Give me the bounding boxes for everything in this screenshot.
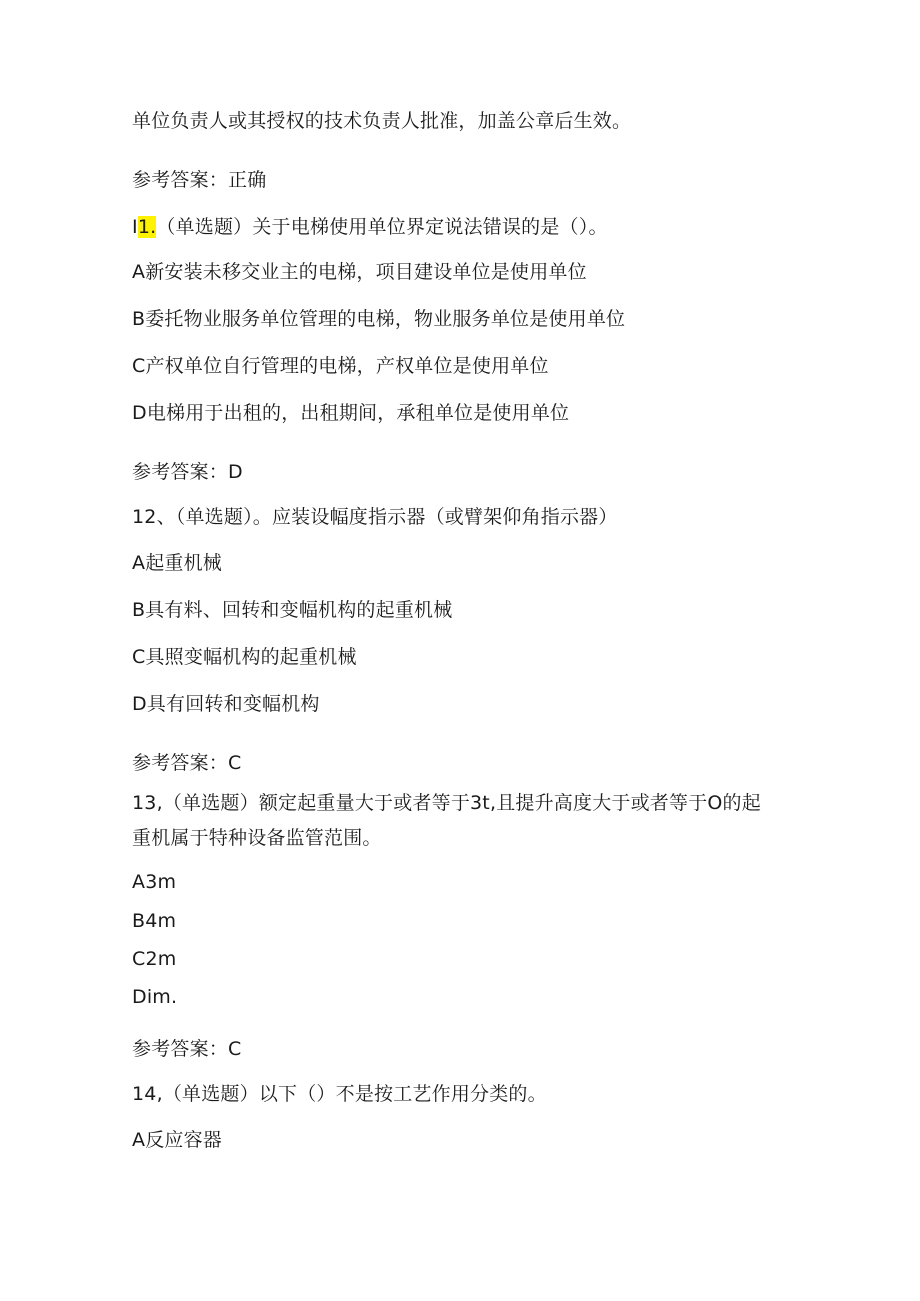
option-c: C具照变幅机构的起重机械	[132, 646, 357, 668]
option-b: B具有料、回转和变幅机构的起重机械	[132, 599, 453, 621]
option-d: D具有回转和变幅机构	[132, 693, 320, 715]
option-a: A3m	[132, 871, 177, 893]
answer-line: 参考答案：正确	[132, 169, 267, 191]
option-a: A反应容器	[132, 1129, 222, 1151]
highlighted-number: 1.	[137, 216, 157, 238]
answer-line: 参考答案：C	[132, 752, 242, 774]
text-line: 单位负责人或其授权的技术负责人批准，加盖公章后生效。	[132, 110, 632, 132]
option-b: B4m	[132, 910, 177, 932]
option-d: D电梯用于出租的，出租期间，承租单位是使用单位	[132, 402, 570, 424]
option-c: C产权单位自行管理的电梯，产权单位是使用单位	[132, 355, 549, 377]
option-a: A起重机械	[132, 552, 222, 574]
option-a: A新安装未移交业主的电梯，项目建设单位是使用单位	[132, 261, 587, 283]
question-13-title: 13,（单选题）额定起重量大于或者等于3t,且提升高度大于或者等于O的起	[132, 792, 761, 814]
question-11-title	[132, 215, 608, 239]
question-12-title: 12、（单选题）。应装设幅度指示器（或臂架仰角指示器）	[132, 506, 618, 528]
option-b: B委托物业服务单位管理的电梯，物业服务单位是使用单位	[132, 308, 626, 330]
question-14-title: 14,（单选题）以下（）不是按工艺作用分类的。	[132, 1083, 547, 1105]
question-13-continued: 重机属于特种设备监管范围。	[132, 827, 382, 849]
answer-line: 参考答案：D	[132, 461, 243, 483]
option-d: Dim.	[132, 986, 178, 1008]
question-text: （单选题）关于电梯使用单位界定说法错误的是（）。	[156, 216, 608, 238]
question-prefix: I	[132, 216, 138, 238]
answer-line: 参考答案：C	[132, 1038, 242, 1060]
option-c: C2m	[132, 948, 177, 970]
